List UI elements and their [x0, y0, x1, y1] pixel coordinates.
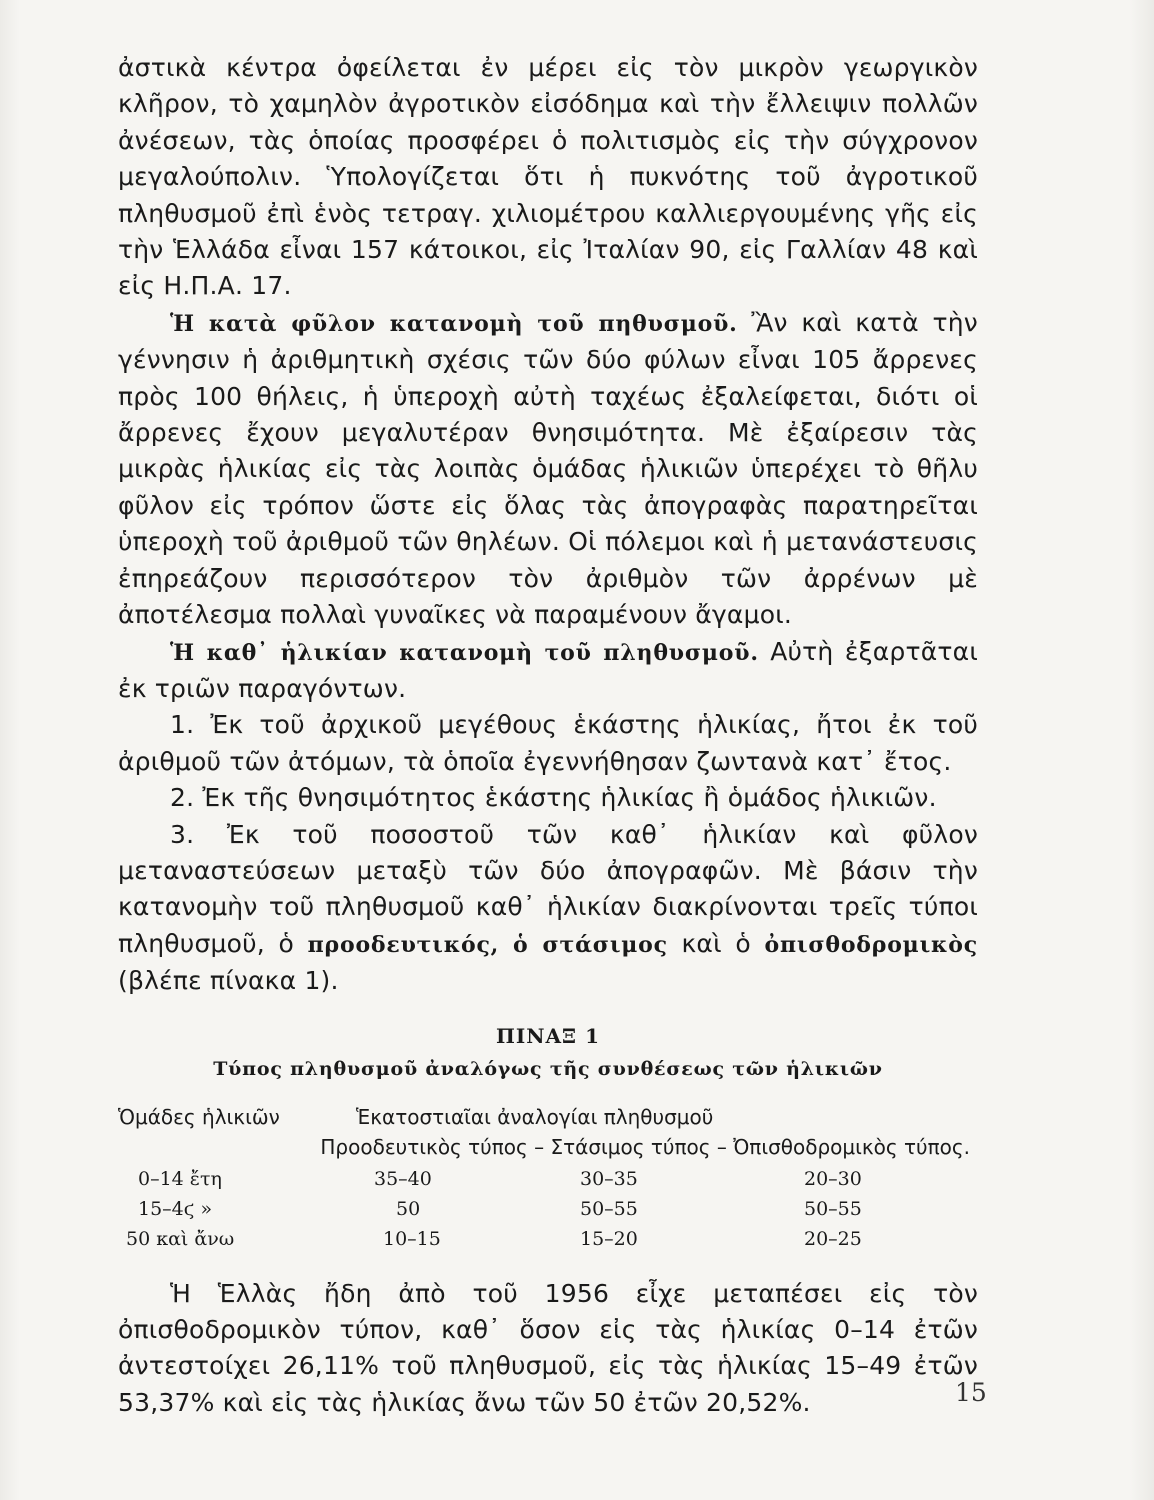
- col-percentages: Ἑκατοστιαῖαι ἀναλογίαι πληθυσμοῦ: [356, 1104, 714, 1129]
- cell-age: 0–14 ἔτη: [138, 1167, 222, 1190]
- cell-age: 15–4ϛ »: [138, 1197, 213, 1220]
- page-number: 15: [955, 1378, 987, 1407]
- table-row: [118, 1168, 978, 1198]
- types-ref: (βλέπε πίνακα 1).: [118, 966, 339, 996]
- cell-regressive: 20–25: [804, 1227, 862, 1250]
- cell-age: 50 καὶ ἄνω: [126, 1227, 235, 1250]
- page-content: [118, 50, 978, 1421]
- col-age-groups: Ὁμάδες ἡλικιῶν: [118, 1104, 280, 1129]
- types-and: καὶ ὁ: [681, 928, 751, 958]
- table-header-row: [118, 1102, 978, 1132]
- factor-item-1: 1. Ἐκ τοῦ ἀρχικοῦ μεγέθους ἑκάστης ἡλικίας, ἤτοι ἐκ τοῦ ἀριθμοῦ τῶν ἀτόμων, τὰ ὁποῖα ἐγεννήθησαν ζωντανὰ κατ᾿ ἔτος.: [118, 710, 978, 776]
- table-row: [118, 1228, 978, 1258]
- age-distribution-paragraph: [118, 634, 978, 708]
- intro-paragraph: ἀστικὰ κέντρα ὀφείλεται ἐν μέρει εἰς τὸν μικρὸν γεωργικὸν κλῆρον, τὸ χαμηλὸν ἀγροτικὸν εἰσόδημα καὶ τὴν ἔλλειψιν πολλῶν ἀνέσεων, τὰς ὁποίας προσφέρει ὁ πολιτισμὸς εἰς τὴν σύγχρονον μεγαλούπολιν. Ὑπολογίζεται ὅτι ἡ πυκνότης τοῦ ἀγροτικοῦ πληθυσμοῦ ἐπὶ ἑνὸς τετραγ. χιλιομέτρου καλλιεργουμένης γῆς εἰς τὴν Ἑλλάδα εἶναι 157 κάτοικοι, εἰς Ἰταλίαν 90, εἰς Γαλλίαν 48 καὶ εἰς Η.Π.Α. 17.: [118, 53, 978, 301]
- types-bold: προοδευτικός, ὁ στάσιμος: [307, 931, 668, 958]
- table-subheader-row: [118, 1132, 970, 1162]
- sex-distribution-text: Ἂν καὶ κατὰ τὴν γέννησιν ἡ ἀριθμητικὴ σχέσις τῶν δύο φύλων εἶναι 105 ἄρρενες πρὸς 100 θήλεις, ἡ ὑπεροχὴ αὐτὴ ταχέως ἐξαλείφεται, διότι οἱ ἄρρενες ἔχουν μεγαλυτέραν θνησιμότητα. Μὲ ἐξαίρεσιν τὰς μικρὰς ἡλικίας εἰς τὰς λοιπὰς ὁμάδας ἡλικιῶν ὑπερέχει τὸ θῆλυ φῦλον εἰς τρόπον ὥστε εἰς ὅλας τὰς ἀπογραφὰς παρατηρεῖται ὑπεροχὴ τοῦ ἀριθμοῦ τῶν θηλέων. Οἱ πόλεμοι καὶ ἡ μετανάστευσις ἐπηρεάζουν περισσότερον τὸν ἀριθμὸν τῶν ἀρρένων μὲ ἀποτέλεσμα πολλαὶ γυναῖκες νὰ παραμένουν ἄγαμοι.: [118, 307, 978, 630]
- factor-item-3: [118, 817, 978, 1000]
- factor-item-3-text: 3. Ἐκ τοῦ ποσοστοῦ τῶν καθ᾿ ἡλικίαν καὶ φῦλον μεταναστεύσεων μεταξὺ τῶν δύο ἀπογραφῶν. Μὲ βάσιν τὴν κατανομὴν τοῦ πληθυσμοῦ καθ᾿ ἡλικίαν διακρίνονται τρεῖς τύποι πληθυσμοῦ, ὁ: [118, 819, 978, 958]
- age-distribution-heading: Ἡ καθ᾿ ἡλικίαν κατανομὴ τοῦ πληθυσμοῦ.: [170, 639, 759, 666]
- col-types: Προοδευτικὸς τύπος – Στάσιμος τύπος – Ὀπισθοδρομικὸς τύπος.: [320, 1134, 970, 1159]
- table-title: ΠΙΝΑΞ 1: [496, 1023, 600, 1048]
- table-caption: Τύπος πληθυσμοῦ ἀναλόγως τῆς συνθέσεως τῶν ἡλικιῶν: [213, 1057, 883, 1080]
- table-row: [118, 1198, 978, 1228]
- closing-paragraph: Ἡ Ἑλλὰς ἤδη ἀπὸ τοῦ 1956 εἶχε μεταπέσει εἰς τὸν ὀπισθοδρομικὸν τύπον, καθ᾿ ὅσον εἰς τὰς ἡλικίας 0–14 ἐτῶν ἀντεστοίχει 26,11% τοῦ πληθυσμοῦ, εἰς τὰς ἡλικίας 15–49 ἐτῶν 53,37% καὶ εἰς τὰς ἡλικίας ἄνω τῶν 50 ἐτῶν 20,52%.: [118, 1278, 978, 1417]
- cell-stationary: 30–35: [580, 1167, 638, 1190]
- type-regressive: ὀπισθοδρομικὸς: [764, 931, 978, 958]
- cell-progressive: 50: [396, 1197, 421, 1220]
- cell-progressive: 10–15: [383, 1227, 441, 1250]
- age-distribution-text: Αὐτὴ ἐξαρτᾶται ἐκ τριῶν παραγόντων.: [118, 636, 978, 703]
- sex-distribution-heading: Ἡ κατὰ φῦλον κατανομὴ τοῦ πηθυσμοῦ.: [170, 310, 738, 337]
- cell-stationary: 50–55: [580, 1197, 638, 1220]
- sex-distribution-paragraph: [118, 305, 978, 634]
- factor-item-2: 2. Ἐκ τῆς θνησιμότητος ἑκάστης ἡλικίας ἢ ὁμάδος ἡλικιῶν.: [170, 783, 937, 813]
- cell-progressive: 35–40: [374, 1167, 432, 1190]
- cell-stationary: 15–20: [580, 1227, 638, 1250]
- cell-regressive: 20–30: [804, 1167, 862, 1190]
- cell-regressive: 50–55: [804, 1197, 862, 1220]
